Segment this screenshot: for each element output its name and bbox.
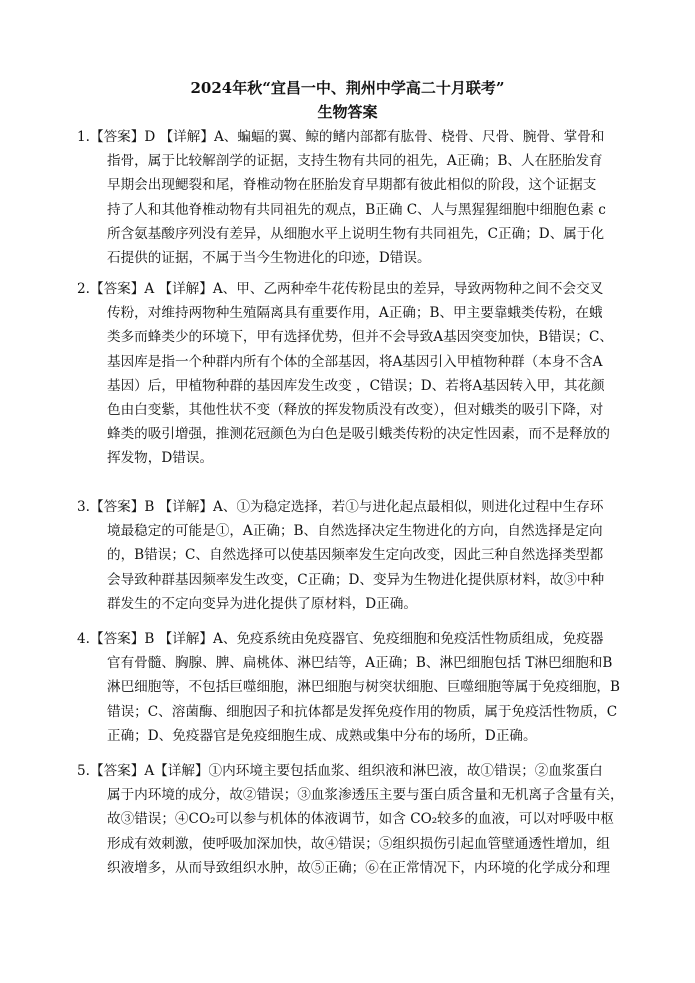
text-line: 3.【答案】B 【详解】A、①为稳定选择，若①与进化起点最相似，则进化过程中生存环 — [77, 499, 604, 515]
text-line: 正确；D、免疫器官是免疫细胞生成、成熟或集中分布的场所，D正确。 — [107, 727, 537, 744]
text-line: 石提供的证据，不属于当今生物进化的印迹，D错误。 — [107, 249, 431, 266]
text-line: 早期会出现鳃裂和尾，脊椎动物在胚胎发育早期都有彼此相似的阶段，这个证据支 — [107, 177, 597, 194]
text-line: 挥发物，D错误。 — [107, 450, 214, 467]
text-line: 指骨，属于比较解剖学的证据，支持生物有共同的祖先，A正确；B、人在胚胎发育 — [107, 153, 603, 170]
text-line: 2.【答案】A 【详解】A、甲、乙两种牵牛花传粉昆虫的差异，导致两物种之间不会交叉 — [77, 281, 604, 297]
text-line: 基因）后，甲植物种群的基因库发生改变 ，C错误；D、若将A基因转入甲，其花颜 — [107, 377, 605, 394]
text-line: 1.【答案】D 【详解】A、蝙蝠的翼、鲸的鳍内部都有肱骨、桡骨、尺骨、腕骨、掌骨和 — [77, 129, 605, 145]
answer-item-3 — [77, 495, 633, 616]
text-line: 属于内环境的成分，故②错误；③血浆渗透压主要与蛋白质含量和无机离子含量有关， — [107, 787, 624, 804]
text-line: 的，B错误；C、自然选择可以使基因频率发生定向改变，因此三种自然选择类型都 — [107, 547, 604, 564]
answer-item-2 — [77, 277, 633, 471]
text-line: 官有骨髓、胸腺、脾、扁桃体、淋巴结等，A正确；B、淋巴细胞包括 T淋巴细胞和B — [107, 655, 613, 672]
answer-item-1 — [77, 125, 633, 270]
text-line: 持了人和其他脊椎动物有共同祖先的观点，B正确 C、人与黑猩猩细胞中细胞色素 c — [107, 201, 606, 218]
page-subtitle: 生物答案 — [317, 103, 378, 121]
text-line: 蜂类的吸引增强，推测花冠颜色为白色是吸引蛾类传粉的决定性因素，而不是释放的 — [107, 426, 610, 443]
text-line: 所含氨基酸序列没有差异，从细胞水平上说明生物有共同祖先，C正确；D、属于化 — [107, 225, 605, 242]
text-line: 群发生的不定向变异为进化提供了原材料，D正确。 — [107, 595, 417, 612]
text-line: 基因库是指一个种群内所有个体的全部基因，将A基因引入甲植物种群（本身不含A — [107, 353, 603, 370]
text-line: 传粉，对维持两物种生殖隔离具有重要作用，A正确；B、甲主要靠蛾类传粉，在蛾 — [107, 305, 603, 322]
answer-item-5 — [77, 759, 633, 880]
text-line: 色由白变紫，其他性状不变（释放的挥发物质没有改变），但对蛾类的吸引下降，对 — [107, 401, 604, 418]
text-line: 错误；C、溶菌酶、细胞因子和抗体都是发挥免疫作用的物质，属于免疫活性物质，C — [107, 703, 618, 720]
text-line: 境最稳定的可能是①，A正确；B、自然选择决定生物进化的方向，自然选择是定向 — [107, 523, 603, 540]
page-title: 2024年秋“宜昌一中、荆州中学高二十月联考” — [190, 79, 505, 97]
answer-item-4 — [77, 627, 633, 748]
text-line: 4.【答案】B 【详解】A、免疫系统由免疫器官、免疫细胞和免疫活性物质组成，免疫器 — [77, 631, 604, 647]
text-line: 织液增多，从而导致组织水肿，故⑤正确；⑥在正常情况下，内环境的化学成分和理 — [107, 859, 610, 876]
text-line: 故③错误；④CO₂可以参与机体的体液调节，如含 CO₂较多的血液，可以对呼吸中枢 — [107, 811, 614, 828]
text-line: 5.【答案】A【详解】①内环境主要包括血浆、组织液和淋巴液，故①错误；②血浆蛋白 — [77, 763, 603, 779]
text-line: 会导致种群基因频率发生改变，C正确；D、变异为生物进化提供原材料，故③中种 — [107, 571, 605, 588]
text-line: 类多而蜂类少的环境下，甲有选择优势，但并不会导致A基因突变加快，B错误；C、 — [107, 329, 613, 346]
text-line: 形成有效刺激，使呼吸加深加快，故④错误；⑤组织损伤引起血管壁通透性增加，组 — [107, 835, 610, 852]
text-line: 淋巴细胞等，不包括巨噬细胞，淋巴细胞与树突状细胞、巨噬细胞等属于免疫细胞，B — [107, 679, 620, 696]
